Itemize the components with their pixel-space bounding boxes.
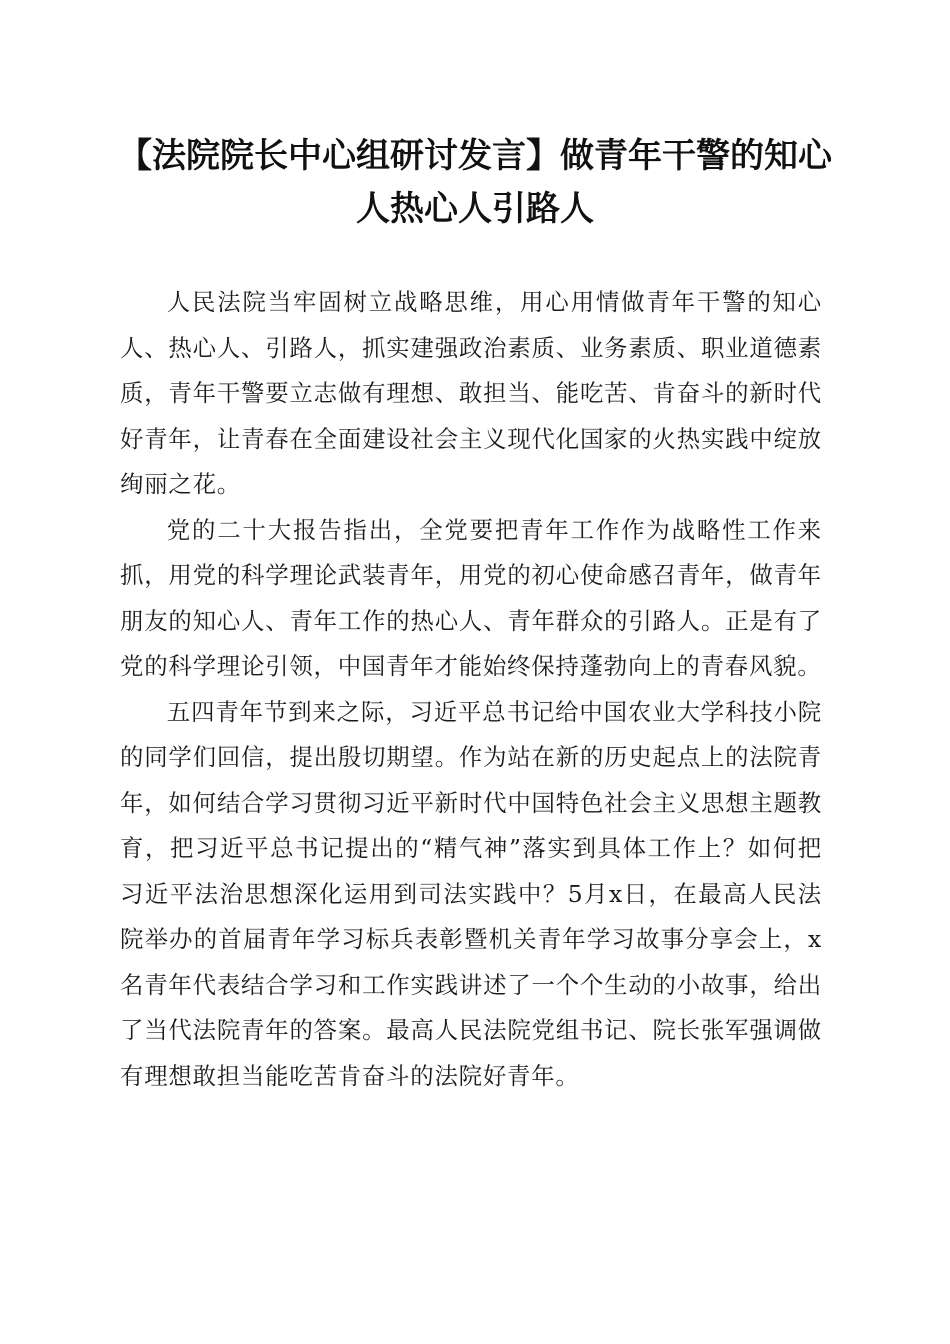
paragraph-3: 五四青年节到来之际，习近平总书记给中国农业大学科技小院的同学们回信，提出殷切期望。作为站在新的历史起点上的法院青年，如何结合学习贯彻习近平新时代中国特色社会主义思想主题教育，把习近平总书记提出的“精气神”落实到具体工作上？如何把习近平法治思想深化运用到司法实践中？5月x日，在最高人民法院举办的首届青年学习标兵表彰暨机关青年学习故事分享会上，x名青年代表结合学习和工作实践讲述了一个个生动的小故事，给出了当代法院青年的答案。最高人民法院党组书记、院长张军强调做有理想敢担当能吃苦肯奋斗的法院好青年。 [120, 697, 822, 1090]
paragraph-2: 党的二十大报告指出，全党要把青年工作作为战略性工作来抓，用党的科学理论武装青年，用党的初心使命感召青年，做青年朋友的知心人、青年工作的热心人、青年群众的引路人。正是有了党的科学理论引领，中国青年才能始终保持蓬勃向上的青春风貌。 [120, 515, 822, 680]
document-title: 【法院院长中心组研讨发言】做青年干警的知心人热心人引路人 [118, 136, 832, 229]
paragraph-1: 人民法院当牢固树立战略思维，用心用情做青年干警的知心人、热心人、引路人，抓实建强政治素质、业务素质、职业道德素质，青年干警要立志做有理想、敢担当、能吃苦、肯奋斗的新时代好青年，让青春在全面建设社会主义现代化国家的火热实践中绽放绚丽之花。 [120, 288, 822, 498]
document-body [120, 280, 822, 1099]
